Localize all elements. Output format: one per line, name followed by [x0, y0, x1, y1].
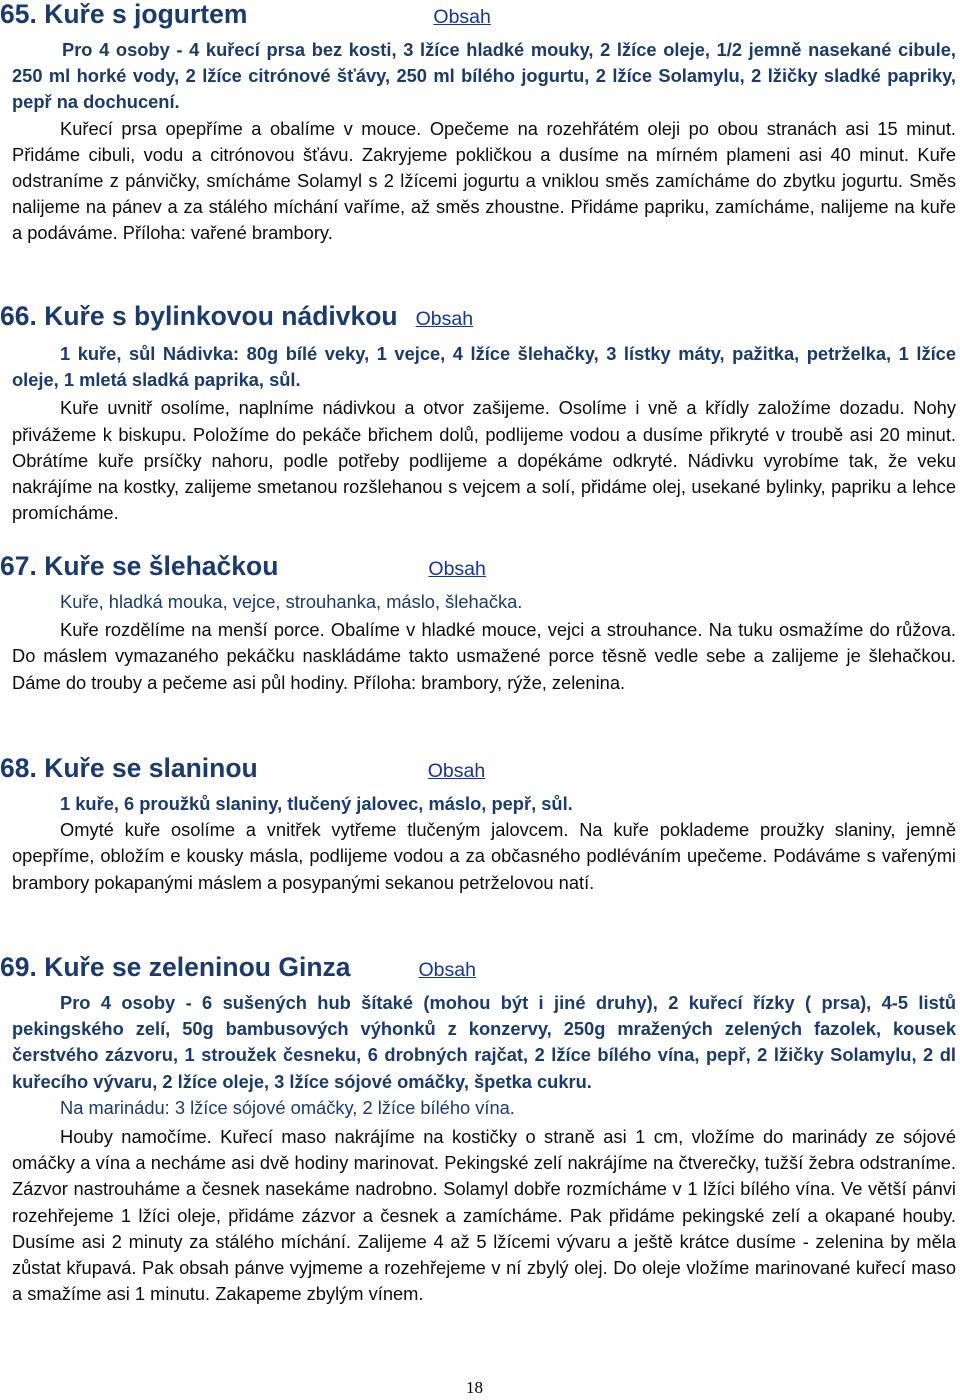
recipe-66: [0, 301, 956, 526]
recipe-title: 69. Kuře se zeleninou Ginza: [0, 952, 351, 982]
recipe-ingredients: Pro 4 osoby - 4 kuřecí prsa bez kosti, 3 lžíce hladké mouky, 2 lžíce oleje, 1/2 jemně nasekané cibule, 250 ml horké vody, 2 lžíce citrónové šťávy, 250 ml bílého jogurtu, 2 lžíce Solamylu, 2 lžičky sladké papriky, pepř na dochucení.: [12, 39, 956, 113]
recipe-header: [0, 753, 956, 783]
recipe-ingredients: 1 kuře, 6 proužků slaniny, tlučený jalovec, máslo, pepř, sůl.: [60, 793, 573, 814]
recipe-68: [0, 753, 956, 896]
recipe-method: Kuře rozdělíme na menší porce. Obalíme v hladké mouce, vejci a strouhance. Na tuku osmažíme do růžova. Do máslem vymazaného pekáčku naskládáme takto usmažené porce těsně vedle sebe a zalijeme je šlehačkou. Dáme do trouby a pečeme asi půl hodiny. Příloha: brambory, rýže, zelenina.: [12, 619, 956, 693]
recipe-65: [0, 0, 956, 247]
recipe-ingredients: Pro 4 osoby - 6 sušených hub šítaké (mohou být i jiné druhy), 2 kuřecí řízky ( prsa), 4-5 listů pekingského zelí, 50g bambusových výhonků z konzervy, 250g mražených zelených fazolek, kousek čerstvého zázvoru, 1 stroužek česneku, 6 drobných rajčat, 2 lžíce bílého vína, pepř, 2 lžičky Solamylu, 2 dl kuřecího vývaru, 2 lžíce oleje, 3 lžíce sójové omáčky, špetka cukru.: [12, 992, 956, 1092]
recipe-header: [0, 301, 956, 331]
recipe-method: Houby namočíme. Kuřecí maso nakrájíme na kostičky o straně asi 1 cm, vložíme do marinády ze sójové omáčky a vína a necháme asi dvě hodiny marinovat. Pekingské zelí nakrájíme na čtverečky, tužší žebra odstraníme. Zázvor nastrouháme a česnek nasekáme nadrobno. Solamyl dobře rozmícháme v 1 lžíci bílého vína. Ve větší pánvi rozehřejeme 1 lžíci oleje, přidáme zázvor a česnek a zamícháme. Pak přidáme pekingské zelí a okapané houby. Dusíme asi 2 minuty za stálého míchání. Zalijeme 4 až 5 lžícemi vývaru a ještě krátce dusíme - zelenina by měla zůstat křupavá. Pak obsah pánve vyjmeme a rozehřejeme v ní zbylý olej. Do oleje vložíme marinované kuřecí maso a smažíme asi 1 minutu. Zakapeme zbylým vínem.: [12, 1126, 956, 1305]
recipe-method: Omyté kuře osolíme a vnitřek vytřeme tlučeným jalovcem. Na kuře poklademe proužky slaniny, jemně opepříme, obložím e kousky másla, podlijeme vodou a za občasného podléváním upečeme. Podáváme s vařenými brambory pokapanými máslem a posypanými sekanou petrželovou natí.: [12, 819, 956, 893]
page-number: 18: [466, 1378, 483, 1397]
recipe-ingredients: 1 kuře, sůl Nádivka: 80g bílé veky, 1 vejce, 4 lžíce šlehačky, 3 lístky máty, pažitka, petrželka, 1 lžíce oleje, 1 mletá sladká paprika, sůl.: [12, 343, 956, 391]
obsah-link[interactable]: Obsah: [427, 760, 486, 782]
recipe-title: 66. Kuře s bylinkovou nádivkou: [0, 301, 398, 331]
recipe-67: [0, 551, 956, 696]
recipe-method: Kuřecí prsa opepříme a obalíme v mouce. Opečeme na rozehřátém oleji po obou stranách asi 15 minut. Přidáme cibuli, vodu a citrónovou šťávu. Zakryjeme pokličkou a dusíme na mírném plameni asi 40 minut. Kuře odstraníme z pánvičky, smícháme Solamyl s 2 lžícemi jogurtu a vniklou směs zamícháme do zbytku jogurtu. Směs nalijeme na pánev a za stálého míchání vaříme, až směs zhoustne. Přidáme papriku, zamícháme, nalijeme na kuře a podáváme. Příloha: vařené brambory.: [12, 117, 956, 244]
recipe-69: [0, 952, 956, 1307]
recipe-header: [0, 551, 956, 581]
obsah-link[interactable]: Obsah: [428, 558, 486, 580]
recipe-header: [0, 952, 956, 982]
recipe-title: 65. Kuře s jogurtem: [0, 0, 248, 29]
recipe-title: 68. Kuře se slaninou: [0, 753, 258, 783]
recipe-title: 67. Kuře se šlehačkou: [0, 551, 279, 581]
obsah-link[interactable]: Obsah: [415, 308, 474, 330]
obsah-link[interactable]: Obsah: [418, 959, 476, 981]
recipe-ingredients: Kuře, hladká mouka, vejce, strouhanka, máslo, šlehačka.: [60, 591, 523, 612]
obsah-link[interactable]: Obsah: [433, 6, 491, 28]
recipe-header: [0, 0, 956, 29]
recipe-method: Kuře uvnitř osolíme, naplníme nádivkou a otvor zašijeme. Osolíme i vně a křídly založíme dozadu. Nohy přivážeme k biskupu. Položíme do pekáče břichem dolů, podlijeme vodou a dusíme přikryté v troubě asi 20 minut. Obrátíme kuře prsíčky nahoru, podle potřeby podlijeme a dopékáme odkryté. Nádivku vyrobíme tak, že veku nakrájíme na kostky, zalijeme smetanou rozšlehanou s vejcem a solí, přidáme olej, usekané bylinky, papriku a lehce promícháme.: [12, 397, 956, 524]
recipe-marinade: Na marinádu: 3 lžíce sójové omáčky, 2 lžíce bílého vína.: [60, 1096, 515, 1118]
